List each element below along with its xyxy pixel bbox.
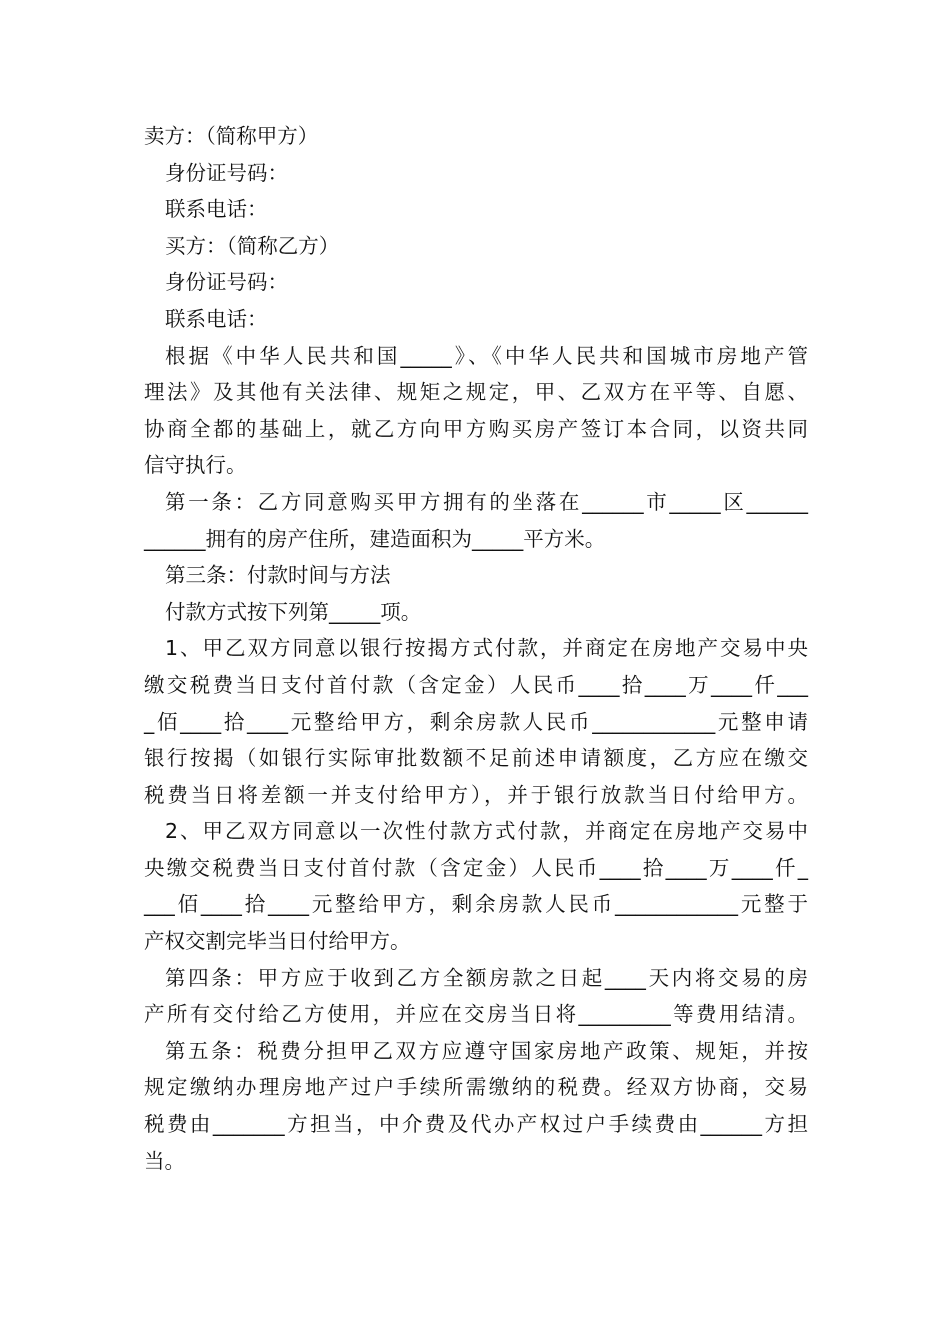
article-1-line: ______拥有的房产住所，建造面积为_____平方米。 [144,526,606,551]
buyer-line: 买方：（简称乙方） [165,233,340,258]
seller-line: 卖方：（简称甲方） [144,124,319,148]
article-4-line: 产所有交付给乙方使用，并应在交房当日将_________等费用结清。 [144,1002,808,1027]
option-1-line: 缴交税费当日支付首付款（含定金）人民币____拾____万____仟___ [144,672,808,697]
article-3-title: 第三条：付款时间与方法 [165,563,391,588]
article-5-line: 第五条：税费分担甲乙双方应遵守国家房地产政策、规矩，并按 [165,1038,808,1063]
preamble-line: 信守执行。 [144,453,247,478]
option-2-line: ___佰____拾____元整给甲方，剩余房款人民币____________元整于 [144,892,808,917]
buyer-id-line: 身份证号码： [165,270,288,295]
preamble-line: 理法》及其他有关法律、规矩之规定，甲、乙双方在平等、自愿、 [144,380,808,405]
option-1-line: 1、甲乙双方同意以银行按揭方式付款，并商定在房地产交易中央 [165,636,808,661]
buyer-phone-line: 联系电话： [165,306,268,331]
preamble-line: 根据《中华人民共和国_____》、《中华人民共和国城市房地产管 [165,343,808,368]
option-1-line: _佰____拾____元整给甲方，剩余房款人民币____________元整申请 [144,709,808,734]
option-1-line: 税费当日将差额一并支付给甲方），并于银行放款当日付给甲方。 [144,782,808,807]
article-5-line: 税费由_______方担当，中介费及代办产权过户手续费由______方担 [144,1112,808,1137]
preamble-line: 协商全都的基础上，就乙方向甲方购买房产签订本合同，以资共同 [144,416,808,441]
option-1-line: 银行按揭（如银行实际审批数额不足前述申请额度，乙方应在缴交 [144,746,808,771]
option-2-line: 产权交割完毕当日付给甲方。 [144,929,411,954]
contract-document [144,118,808,1179]
option-2-line: 2、甲乙双方同意以一次性付款方式付款，并商定在房地产交易中 [165,819,808,844]
article-5-line: 规定缴纳办理房地产过户手续所需缴纳的税费。经双方协商，交易 [144,1075,808,1100]
article-1-line: 第一条：乙方同意购买甲方拥有的坐落在______市_____区______ [165,489,808,514]
seller-phone-line: 联系电话： [165,197,268,222]
article-5-line: 当。 [144,1148,185,1173]
seller-id-line: 身份证号码： [165,160,288,185]
article-4-line: 第四条：甲方应于收到乙方全额房款之日起____天内将交易的房 [165,965,808,990]
payment-method-line: 付款方式按下列第_____项。 [165,599,422,624]
option-2-line: 央缴交税费当日支付首付款（含定金）人民币____拾____万____仟_ [144,855,808,880]
